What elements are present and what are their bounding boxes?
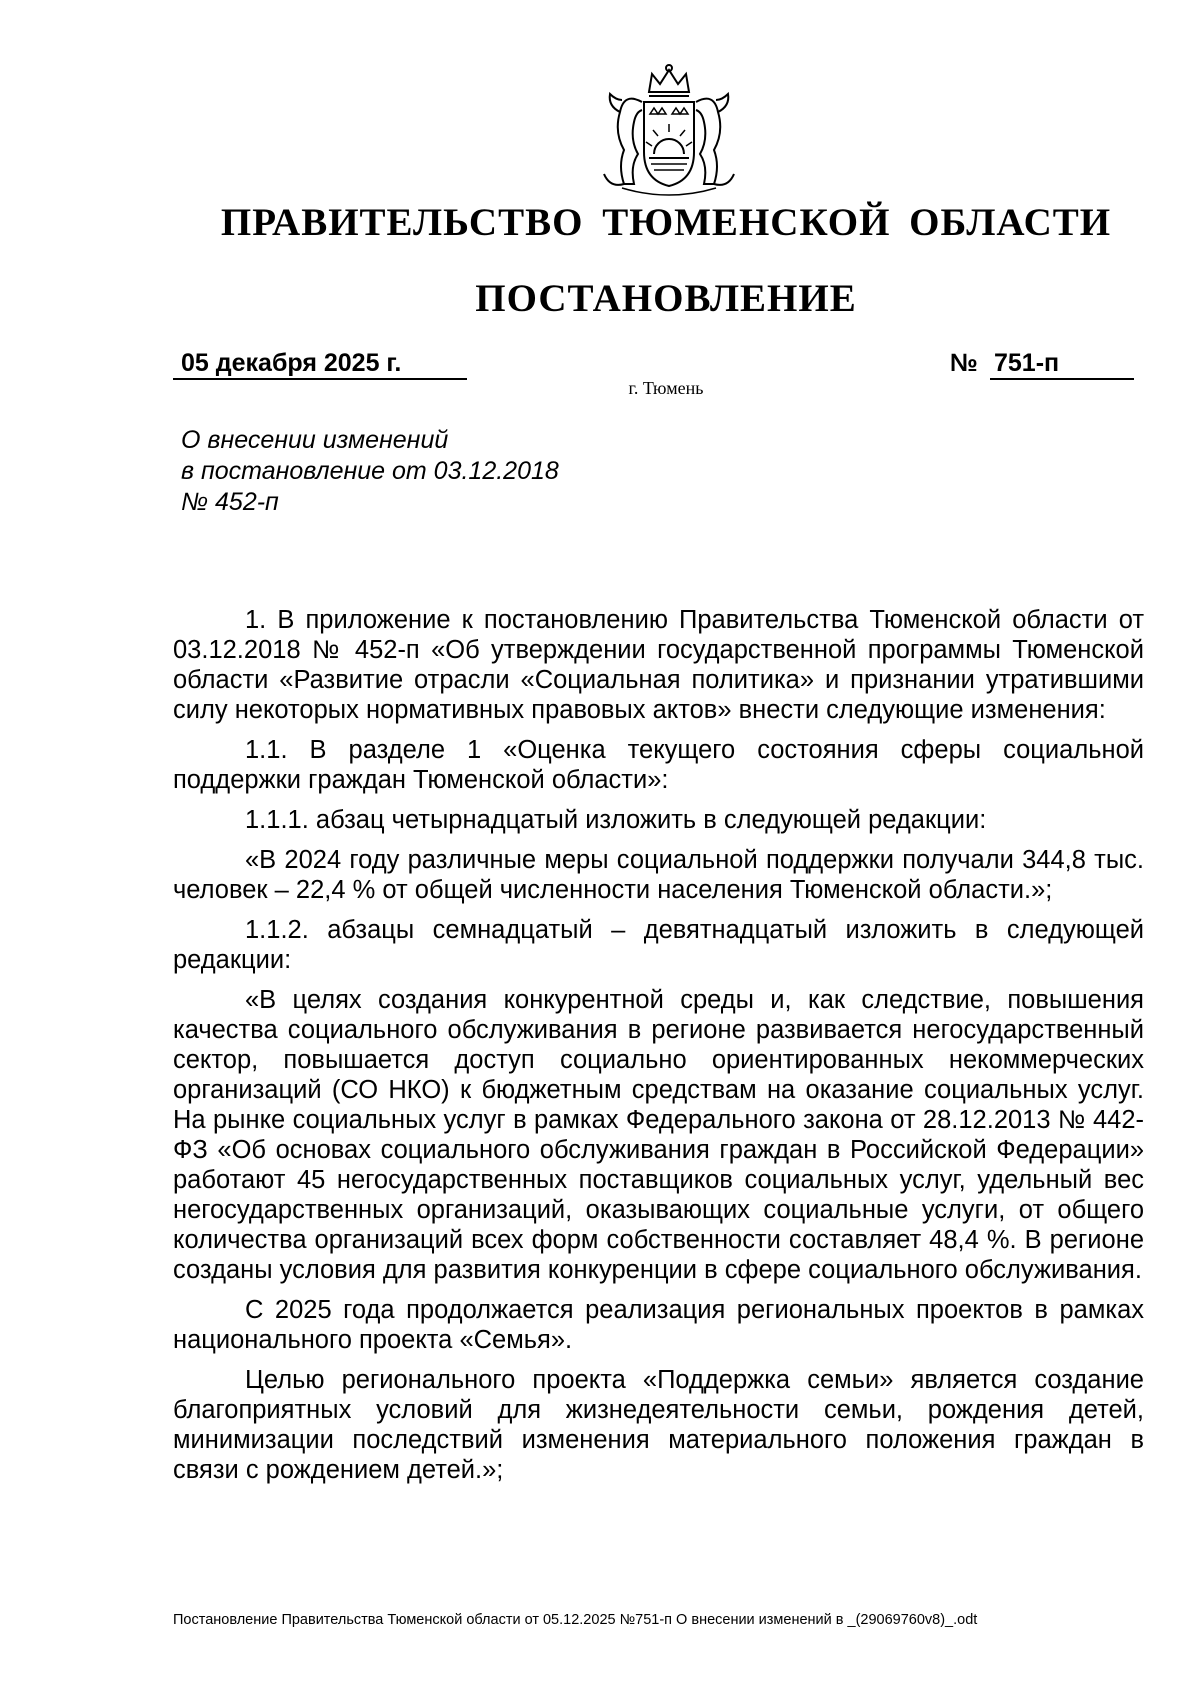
body-paragraph: 1.1. В разделе 1 «Оценка текущего состояния сферы социальной поддержки граждан Тюменской области»: bbox=[173, 736, 1144, 794]
coat-of-arms-icon bbox=[594, 62, 744, 202]
body-paragraph: «В целях создания конкурентной среды и, как следствие, повышения качества социального обслуживания в регионе развивается негосударственный сектор, повышается доступ социально ориентированных некоммерческих организаций (СО НКО) к бюджетным средствам на оказание социальных услуг. На рынке социальных услуг в рамках Федерального закона от 28.12.2013 № 442-ФЗ «Об основах социального обслуживания граждан в Российской Федерации» работают 45 негосударственных поставщиков социальных услуг, удельный вес негосударственных организаций, оказывающих социальные услуги, от общего количества организаций всех форм собственности составляет 48,4 %. В регионе созданы условия для развития конкуренции в сфере социального обслуживания. bbox=[173, 986, 1144, 1284]
number-sign: № bbox=[950, 349, 978, 377]
body-paragraph: 1.1.2. абзацы семнадцатый – девятнадцатый изложить в следующей редакции: bbox=[173, 916, 1144, 974]
body-paragraph: С 2025 года продолжается реализация региональных проектов в рамках национального проекта «Семья». bbox=[173, 1296, 1144, 1354]
organization-title: ПРАВИТЕЛЬСТВО ТЮМЕНСКОЙ ОБЛАСТИ bbox=[220, 201, 1112, 244]
document-subject bbox=[181, 425, 681, 518]
page-footer: Постановление Правительства Тюменской области от 05.12.2025 №751-п О внесении изменений в _(29069760v8)_.odt bbox=[173, 1612, 978, 1628]
subject-line-1: О внесении изменений bbox=[181, 426, 449, 454]
body-paragraph: «В 2024 году различные меры социальной поддержки получали 344,8 тыс. человек – 22,4 % от общей численности населения Тюменской области.»; bbox=[173, 846, 1144, 904]
document-body bbox=[173, 605, 1144, 1495]
subject-line-2: в постановление от 03.12.2018 bbox=[181, 457, 559, 485]
document-number-block bbox=[950, 348, 1134, 380]
subject-line-3: № 452-п bbox=[181, 488, 279, 516]
document-date: 05 декабря 2025 г. bbox=[173, 348, 467, 380]
city-name: г. Тюмень bbox=[628, 378, 704, 398]
body-paragraph: Целью регионального проекта «Поддержка семьи» является создание благоприятных условий для жизнедеятельности семьи, рождения детей, минимизации последствий изменения материального положения граждан в связи с рождением детей.»; bbox=[173, 1366, 1144, 1484]
body-paragraph: 1.1.1. абзац четырнадцатый изложить в следующей редакции: bbox=[245, 806, 987, 834]
document-type-heading: ПОСТАНОВЛЕНИЕ bbox=[475, 277, 857, 320]
body-paragraph: 1. В приложение к постановлению Правительства Тюменской области от 03.12.2018 № 452-п «Об утверждении государственной программы Тюменской области «Развитие отрасли «Социальная политика» и признании утратившими силу некоторых нормативных правовых актов» внести следующие изменения: bbox=[173, 606, 1144, 724]
document-number: 751-п bbox=[990, 348, 1134, 380]
